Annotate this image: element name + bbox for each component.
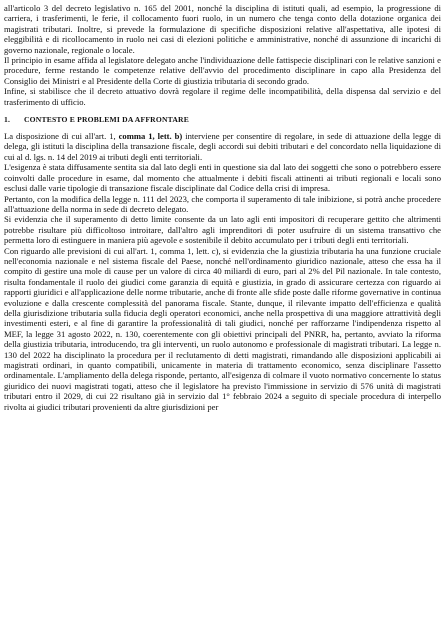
context-paragraph-4: Si evidenzia che il superamento di detto limite consente da un lato agli enti impositori di recuperare gettito che altrimenti potrebbe risultare più difficoltoso introitare, dall'altro agli imprenditori di poter usufruire di un sistema transattivo che permetta loro di estinguere in maniera più agevole e sostenibile il debito accumulato per i tributi degli enti territoriali. bbox=[4, 214, 441, 246]
intro-paragraph-3: Infine, si stabilisce che il decreto attuativo dovrà regolare il regime delle incompatibilità, della dispensa dal servizio e del trasferimento di ufficio. bbox=[4, 86, 441, 107]
intro-paragraph-1: all'articolo 3 del decreto legislativo n. 165 del 2001, nonché la disciplina di istituti quali, ad esempio, la progressione di carriera, i trasferimenti, le ferie, il collocamento fuori ruolo, in un numero che tenga conto della dotazione organica dei magistrati tributari. Inoltre, si prevede la formulazione di specifiche disposizioni relative all'aspettativa, alle ipotesi di eleggibilità e di ricollocamento in ruolo nei casi di elezioni politiche e amministrative, nonché di assunzione di incarichi di governo nazionale, regionale o locale. bbox=[4, 3, 441, 55]
context-paragraph-1 bbox=[4, 131, 441, 162]
section-number: 1. bbox=[4, 115, 11, 125]
context-paragraph-2: L'esigenza è stata diffusamente sentita sia dal lato degli enti in questione sia dal lato dei soggetti che sono o potrebbero essere coinvolti dalle procedure in esame, dal momento che attualmente i debiti fiscali attinenti ai tributi regionali e locali sono esclusi dalle varie tipologie di transazione fiscale disciplinate dal Codice della crisi di impresa. bbox=[4, 162, 441, 194]
top-block bbox=[4, 3, 441, 107]
section-heading bbox=[4, 115, 441, 125]
context-paragraph-1-text-b: interviene per consentire di regolare, in sede di attuazione della legge di delega, gli istituti la disciplina della transazione fiscale, degli accordi sui debiti tributari e del concordato nella liquidazione di cui al d. lgs. n. 14 del 2019 ai tributi degli enti territoriali. bbox=[4, 131, 442, 162]
section-title: CONTESTO E PROBLEMI DA AFFRONTARE bbox=[24, 115, 189, 125]
context-paragraph-1-text-a: La disposizione di cui all'art. 1, bbox=[4, 131, 119, 142]
context-paragraph-3: Pertanto, con la modifica della legge n. 111 del 2023, che comporta il superamento di tale inibizione, si potrà anche procedere all'attuazione della norma in sede di decreto delegato. bbox=[4, 193, 441, 214]
context-paragraph-1-bold: comma 1, lett. b) bbox=[118, 131, 183, 142]
context-paragraph-5: Con riguardo alle previsioni di cui all'art. 1, comma 1, lett. c), si evidenzia che la giustizia tributaria ha una funzione cruciale nell'economia nazionale e nel sistema fiscale del Paese, nonché nell'ordinamento giuridico nazionale, atteso che essa ha il compito di gestire una mole di cause per un valore di circa 40 miliardi di euro, pari al 2% del Pil nazionale. In tale contesto, risulta fondamentale il ruolo dei giudici come garanzia di equità e giustizia, in grado di assicurare certezza con riguardo ai rapporti giuridici e all'applicazione delle norme tributarie, anche di fronte alle sfide poste dalle riforme governative in continua evoluzione e dalla crescente complessità del panorama fiscale. Stante, dunque, il rilevante impatto dell'efficienza e qualità della giurisdizione tributaria sulla fiducia degli operatori economici, anche nella prospettiva di una maggiore attrattività degli investimenti esteri, e al fine di garantire la professionalità di tali giudici, nonché per rafforzarne l'indipendenza rispetto al MEF, la legge 31 agosto 2022, n. 130, coerentemente con gli obiettivi principali del PNRR, ha, pertanto, avviato la riforma della giustizia tributaria, introducendo, tra gli interventi, un ruolo autonomo e professionale di magistrati tributari. La legge n. 130 del 2022 ha disciplinato la procedura per il reclutamento di detti magistrati, rimandando alle disposizioni applicabili ai magistrati ordinari, in quanto compatibili, unicamente in materia di trattamento economico, senza disciplinare l'assetto ordinamentale. L'ampliamento della delega risponde, pertanto, all'esigenza di colmare il vuoto normativo concernente lo status giuridico dei nuovi magistrati togati, atteso che il legislatore ha previsto l'immissione in servizio di 576 unità di magistrati tributari entro il 2029, di cui 22 risultano già in servizio dal 1° febbraio 2024 a seguito di speciale procedura di interpello rivolta ai giudici tributari provenienti da altre giurisdizioni per bbox=[4, 245, 441, 412]
intro-paragraph-2: Il principio in esame affida al legislatore delegato anche l'individuazione delle fattispecie disciplinari con le relative sanzioni e procedure, ferme restando le competenze relative dell'avvio del procedimento disciplinare in capo alla Presidenza del Consiglio dei Ministri e al Presidente della Corte di giustizia tributaria di secondo grado. bbox=[4, 55, 441, 86]
